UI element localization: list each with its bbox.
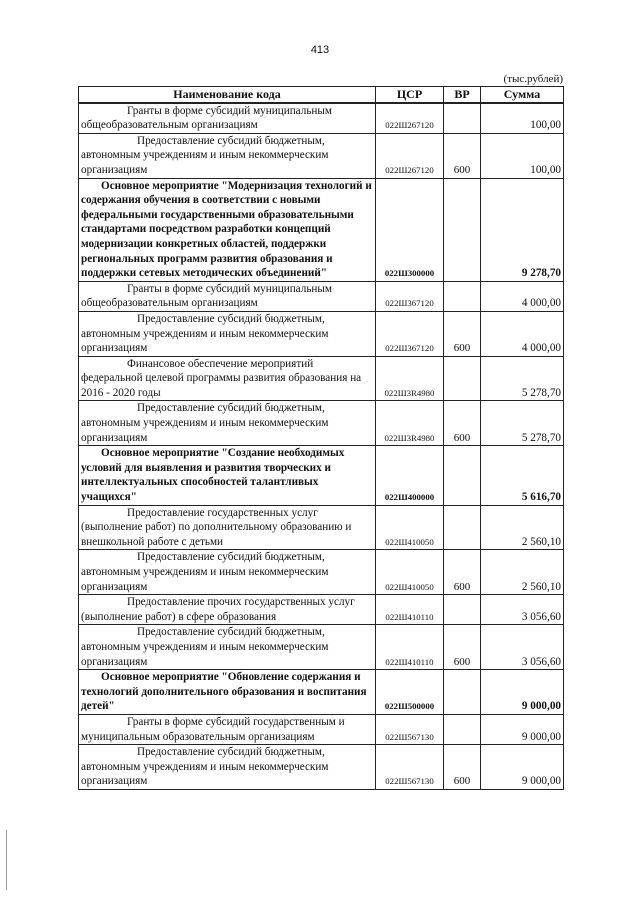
page-number: 413 <box>310 44 330 56</box>
table-header-row <box>79 87 564 103</box>
row-name: Основное мероприятие "Обновление содержания и технологий дополнительного образования и воспитания детей" <box>79 670 376 715</box>
row-csr: 022Ш267120 <box>376 133 444 178</box>
row-sum: 9 000,00 <box>481 714 564 744</box>
row-csr: 022Ш500000 <box>376 670 444 715</box>
row-vr <box>444 178 481 281</box>
row-name: Предоставление государственных услуг (выполнение работ) по дополнительному образованию и внешкольной работе с детьми <box>79 505 376 550</box>
row-sum: 5 278,70 <box>481 356 564 401</box>
row-csr: 022Ш3R4980 <box>376 356 444 401</box>
table-row <box>79 625 564 670</box>
table-row <box>79 595 564 625</box>
table-row <box>79 103 564 134</box>
row-name: Основное мероприятие "Модернизация технологий и содержания обучения в соответствии с новыми федеральными государственными образовательными стандартами посредством разработки концепций модернизации конкретных областей, поддержки региональных программ развития образования и поддержки сетевых методических объединений" <box>79 178 376 281</box>
row-csr: 022Ш410050 <box>376 550 444 595</box>
row-sum: 4 000,00 <box>481 281 564 311</box>
row-name: Предоставление субсидий бюджетным, автономным учреждениям и иным некоммерческим организациям <box>79 625 376 670</box>
row-sum: 3 056,60 <box>481 595 564 625</box>
table-row <box>79 281 564 311</box>
table-row <box>79 446 564 505</box>
row-vr: 600 <box>444 311 481 356</box>
row-vr <box>444 281 481 311</box>
row-name: Гранты в форме субсидий муниципальным общеобразовательным организациям <box>79 281 376 311</box>
row-vr <box>444 505 481 550</box>
row-vr: 600 <box>444 401 481 446</box>
header-csr: ЦСР <box>376 87 444 103</box>
row-csr: 022Ш367120 <box>376 311 444 356</box>
row-name: Предоставление субсидий бюджетным, автономным учреждениям и иным некоммерческим организациям <box>79 311 376 356</box>
row-vr: 600 <box>444 133 481 178</box>
header-name: Наименование кода <box>79 87 376 103</box>
row-name: Предоставление субсидий бюджетным, автономным учреждениям и иным некоммерческим организациям <box>79 550 376 595</box>
row-csr: 022Ш410050 <box>376 505 444 550</box>
header-vr: ВР <box>444 87 481 103</box>
header-sum: Сумма <box>481 87 564 103</box>
row-sum: 100,00 <box>481 133 564 178</box>
row-csr: 022Ш410110 <box>376 625 444 670</box>
scan-margin-line <box>6 830 7 890</box>
row-vr <box>444 103 481 134</box>
table-row <box>79 401 564 446</box>
row-csr: 022Ш567130 <box>376 745 444 790</box>
row-vr <box>444 714 481 744</box>
row-csr: 022Ш410110 <box>376 595 444 625</box>
table-row <box>79 356 564 401</box>
units-label: (тыс.рублей) <box>503 73 563 85</box>
row-vr: 600 <box>444 625 481 670</box>
table-row <box>79 670 564 715</box>
row-sum: 2 560,10 <box>481 505 564 550</box>
row-vr: 600 <box>444 745 481 790</box>
row-name: Предоставление субсидий бюджетным, автономным учреждениям и иным некоммерческим организациям <box>79 133 376 178</box>
row-csr: 022Ш367120 <box>376 281 444 311</box>
row-name: Основное мероприятие "Создание необходимых условий для выявления и развития творческих и интеллектуальных способностей талантливых учащихся" <box>79 446 376 505</box>
row-csr: 022Ш400000 <box>376 446 444 505</box>
row-vr <box>444 670 481 715</box>
row-sum: 5 616,70 <box>481 446 564 505</box>
row-sum: 9 000,00 <box>481 670 564 715</box>
row-sum: 4 000,00 <box>481 311 564 356</box>
row-sum: 9 278,70 <box>481 178 564 281</box>
row-sum: 2 560,10 <box>481 550 564 595</box>
row-csr: 022Ш567130 <box>376 714 444 744</box>
budget-table <box>78 86 564 790</box>
row-vr <box>444 446 481 505</box>
table-row <box>79 178 564 281</box>
row-name: Гранты в форме субсидий государственным и муниципальным образовательным организациям <box>79 714 376 744</box>
row-sum: 3 056,60 <box>481 625 564 670</box>
row-sum: 100,00 <box>481 103 564 134</box>
row-name: Финансовое обеспечение мероприятий федеральной целевой программы развития образования на 2016 - 2020 годы <box>79 356 376 401</box>
row-name: Предоставление субсидий бюджетным, автономным учреждениям и иным некоммерческим организациям <box>79 401 376 446</box>
table-row <box>79 745 564 790</box>
table-row <box>79 550 564 595</box>
row-csr: 022Ш3R4980 <box>376 401 444 446</box>
row-csr: 022Ш300000 <box>376 178 444 281</box>
row-name: Предоставление прочих государственных услуг (выполнение работ) в сфере образования <box>79 595 376 625</box>
row-sum: 5 278,70 <box>481 401 564 446</box>
table-row <box>79 505 564 550</box>
row-name: Гранты в форме субсидий муниципальным общеобразовательным организациям <box>79 103 376 134</box>
row-vr <box>444 356 481 401</box>
row-sum: 9 000,00 <box>481 745 564 790</box>
row-vr <box>444 595 481 625</box>
table-row <box>79 311 564 356</box>
table-row <box>79 133 564 178</box>
row-vr: 600 <box>444 550 481 595</box>
row-name: Предоставление субсидий бюджетным, автономным учреждениям и иным некоммерческим организациям <box>79 745 376 790</box>
table-row <box>79 714 564 744</box>
row-csr: 022Ш267120 <box>376 103 444 134</box>
